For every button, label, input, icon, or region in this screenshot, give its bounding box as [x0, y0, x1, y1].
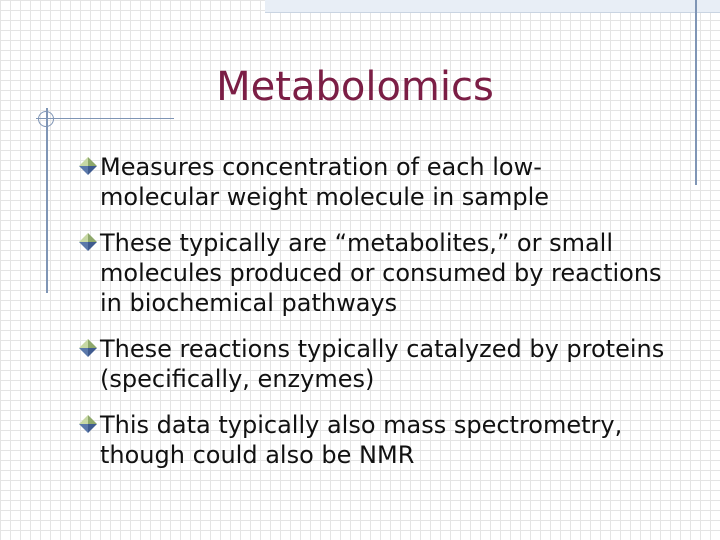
- title-underline-decoration: [36, 118, 174, 119]
- slide-title: Metabolomics: [216, 64, 494, 110]
- bullet-2-line-1: These typically are “metabolites,” or small: [100, 229, 613, 257]
- diamond-bullet-icon: [78, 338, 98, 358]
- corner-circle-decoration: [38, 111, 54, 127]
- top-decorative-band: [265, 0, 720, 13]
- bullet-1-line-1: Measures concentration of each low-: [100, 153, 542, 181]
- diamond-bullet-icon: [78, 156, 98, 176]
- bullet-3-line-2: (specifically, enzymes): [100, 365, 375, 393]
- bullet-4-line-1: This data typically also mass spectrometry,: [100, 411, 623, 439]
- diamond-bullet-icon: [78, 232, 98, 252]
- bullet-item-3: [76, 334, 696, 394]
- diamond-bullet-icon: [78, 414, 98, 434]
- bullet-2-line-2: molecules produced or consumed by reactions: [100, 259, 662, 287]
- bullet-3-line-1: These reactions typically catalyzed by proteins: [100, 335, 665, 363]
- bullet-2-line-3: in biochemical pathways: [100, 289, 398, 317]
- left-decorative-line: [46, 108, 48, 293]
- bullet-1-line-2: molecular weight molecule in sample: [100, 183, 550, 211]
- bullet-list: [76, 152, 696, 486]
- bullet-item-1: [76, 152, 696, 212]
- bullet-item-4: [76, 410, 696, 470]
- bullet-item-2: [76, 228, 696, 318]
- bullet-4-line-2: though could also be NMR: [100, 441, 415, 469]
